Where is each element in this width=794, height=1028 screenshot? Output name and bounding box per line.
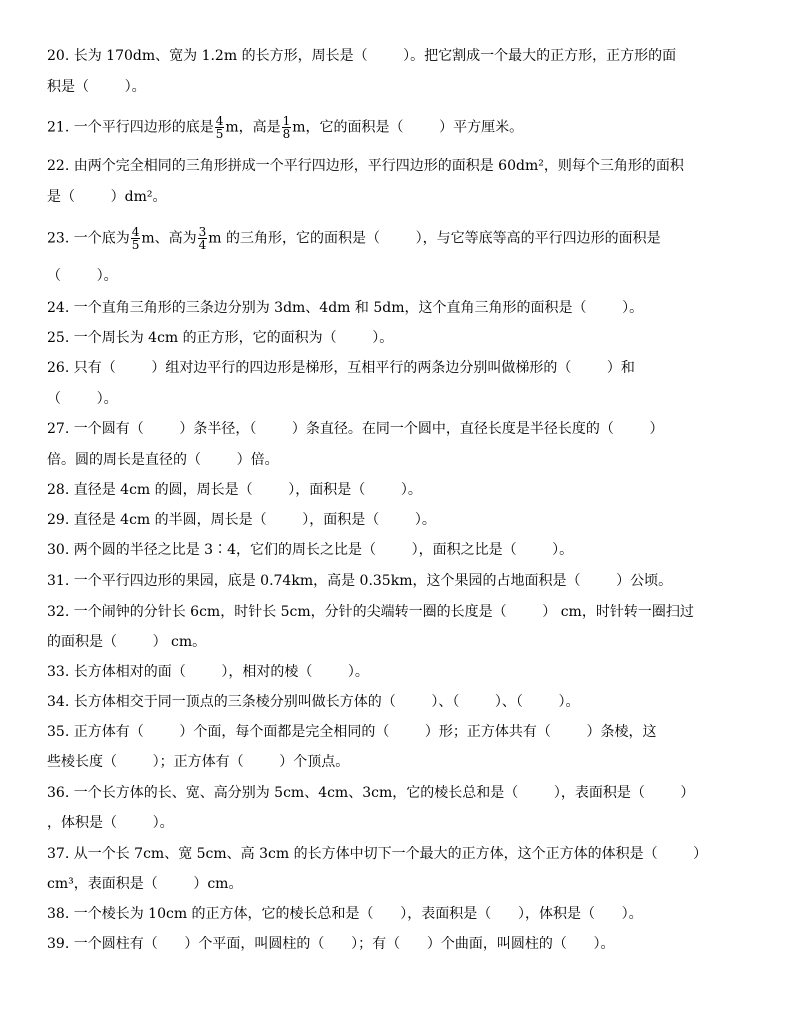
question-37-line-1: 37. 从一个长 7cm、宽 5cm、高 3cm 的长方体中切下一个最大的正方体，这个正方体的体积是（ ）	[47, 846, 708, 862]
question-29: 29. 直径是 4cm 的半圆，周长是（ ），面积是（ ）。	[47, 512, 436, 528]
question-26-line-1: 26. 只有（ ）组对边平行的四边形是梯形，互相平行的两条边分别叫做梯形的（ ）和	[47, 360, 635, 376]
fraction-3-4	[198, 226, 208, 251]
question-35-line-2: 些棱长度（ ）；正方体有（ ）个顶点。	[47, 754, 350, 770]
fraction-4-5	[131, 226, 141, 251]
question-37-line-2: cm³，表面积是（ ）cm。	[47, 876, 243, 892]
fraction-denominator: 4	[198, 238, 207, 252]
question-20-line-1: 20. 长为 170dm、宽为 1.2m 的长方形，周长是（ ）。把它割成一个最大的正方形，正方形的面	[47, 48, 677, 64]
question-22-line-1: 22. 由两个完全相同的三角形拼成一个平行四边形，平行四边形的面积是 60dm²，则每个三角形的面积	[47, 158, 684, 174]
question-23-text-middle: m、高为	[141, 230, 197, 247]
question-32-line-2: 的面积是（ ） cm。	[47, 634, 207, 650]
fraction-denominator: 8	[282, 127, 291, 141]
question-20-line-2: 积是（ ）。	[47, 79, 146, 95]
question-31: 31. 一个平行四边形的果园，底是 0.74km，高是 0.35km，这个果园的占地面积是（ ）公顷。	[47, 573, 673, 589]
question-32-line-1: 32. 一个闹钟的分针长 6cm，时针长 5cm，分针的尖端转一圈的长度是（ ） cm，时针转一圈扫过	[47, 604, 694, 620]
fraction-4-5	[215, 115, 225, 140]
fraction-numerator: 3	[198, 225, 207, 239]
fraction-numerator: 4	[215, 114, 224, 128]
question-21-text-middle: m，高是	[225, 119, 281, 136]
fraction-denominator: 5	[215, 127, 224, 141]
question-27-line-1: 27. 一个圆有（ ）条半径，（ ）条直径。在同一个圆中，直径长度是半径长度的（ ）	[47, 421, 664, 437]
fraction-denominator: 5	[131, 238, 140, 252]
question-23	[47, 226, 661, 251]
fraction-numerator: 4	[131, 225, 140, 239]
question-25: 25. 一个周长为 4cm 的正方形，它的面积为（ ）。	[47, 330, 394, 346]
question-23-text-end: m 的三角形，它的面积是（ ），与它等底等高的平行四边形的面积是	[208, 230, 661, 247]
question-34: 34. 长方体相交于同一顶点的三条棱分别叫做长方体的（ ）、（ ）、（ ）。	[47, 694, 580, 710]
question-21-text-start: 21. 一个平行四边形的底是	[47, 119, 214, 136]
question-26-line-2: （ ）。	[47, 391, 118, 407]
question-30: 30. 两个圆的半径之比是 3∶4，它们的周长之比是（ ），面积之比是（ ）。	[47, 542, 574, 558]
question-35-line-1: 35. 正方体有（ ）个面，每个面都是完全相同的（ ）形；正方体共有（ ）条棱，这	[47, 724, 657, 740]
question-22-line-2: 是（ ）dm²。	[47, 189, 167, 205]
question-23-line-2: （ ）。	[47, 268, 118, 284]
question-38: 38. 一个棱长为 10cm 的正方体，它的棱长总和是（ ），表面积是（ ），体积是（ ）。	[47, 906, 643, 922]
question-21-text-end: m，它的面积是（ ）平方厘米。	[292, 119, 524, 136]
question-36-line-2: ，体积是（ ）。	[47, 815, 174, 831]
fraction-1-8	[282, 115, 292, 140]
question-27-line-2: 倍。圆的周长是直径的（ ）倍。	[47, 452, 279, 468]
question-39: 39. 一个圆柱有（ ）个平面，叫圆柱的（ ）；有（ ）个曲面，叫圆柱的（ ）。	[47, 936, 615, 952]
fraction-numerator: 1	[282, 114, 291, 128]
question-28: 28. 直径是 4cm 的圆，周长是（ ），面积是（ ）。	[47, 482, 422, 498]
question-24: 24. 一个直角三角形的三条边分别为 3dm、4dm 和 5dm，这个直角三角形的面积是（ ）。	[47, 300, 644, 316]
question-23-text-start: 23. 一个底为	[47, 230, 130, 247]
question-36-line-1: 36. 一个长方体的长、宽、高分别为 5cm、4cm、3cm，它的棱长总和是（ ），表面积是（ ）	[47, 785, 695, 801]
question-33: 33. 长方体相对的面（ ），相对的棱（ ）。	[47, 664, 369, 680]
question-21	[47, 115, 523, 140]
